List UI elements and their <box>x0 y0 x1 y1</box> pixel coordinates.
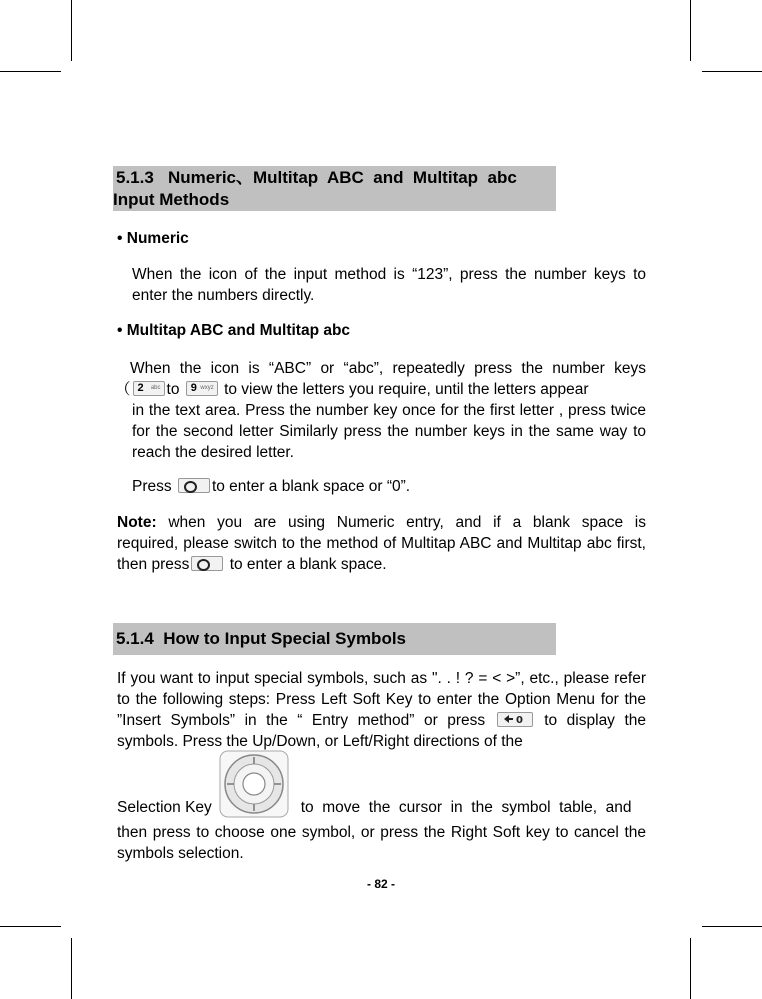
crop-mark <box>0 926 61 927</box>
multitap-heading <box>117 322 350 340</box>
multitap-body: in the text area. Press the number key once for the first letter , press twice for the second letter Similarly press the number keys in the same way to reach the desired letter. <box>132 402 646 461</box>
crop-mark <box>71 938 72 999</box>
crop-mark <box>690 938 691 999</box>
page-number: - 82 - <box>366 877 395 891</box>
zero-key-icon <box>178 478 210 493</box>
crop-mark <box>690 0 691 61</box>
note-label: Note: <box>117 514 157 531</box>
section-heading-5-1-3 <box>113 166 556 211</box>
crop-mark <box>702 926 762 927</box>
number-key-2-icon: 2 abc <box>133 381 165 396</box>
special-symbols-paragraph <box>117 668 646 752</box>
number-key-9-icon: 9 wxyz <box>186 381 218 396</box>
open-paren: （ <box>115 381 131 398</box>
navigation-key-icon <box>219 750 289 818</box>
press-zero-line <box>132 476 646 497</box>
note-text: when you are using Numeric entry, and if a blank space is required, please switch to the method of Multitap ABC and Multitap abc first, then press <box>117 514 651 573</box>
after-key-text: to move the cursor in the symbol table, and <box>296 799 632 816</box>
hash-key-icon <box>497 712 533 727</box>
to-word: to <box>166 381 180 398</box>
multitap-line-1: When the icon is “ABC” or “abc”, repeatedly press the number keys <box>130 360 646 377</box>
note-text-end: to enter a blank space. <box>225 556 387 573</box>
multitap-line-2-rest: to view the letters you require, until the letters appear <box>219 381 589 398</box>
section-heading-5-1-4: 5.1.4 How to Input Special Symbols <box>113 623 556 655</box>
selection-key-line <box>117 750 646 822</box>
bullet: • <box>117 322 123 339</box>
crop-mark <box>0 71 61 72</box>
heading-line-2: Input Methods <box>113 190 230 209</box>
press-word: Press <box>132 478 176 495</box>
numeric-title: Numeric <box>126 230 189 247</box>
svg-text:0: 0 <box>515 715 523 726</box>
multitap-line-2 <box>115 379 646 400</box>
numeric-heading <box>117 230 189 248</box>
para1-end: to display the symbols. Press the Up/Down, or Left/Right directions of the <box>117 712 647 750</box>
crop-mark <box>71 0 72 61</box>
multitap-title: Multitap ABC and Multitap abc <box>126 322 351 339</box>
press-rest: to enter a blank space or “0”. <box>211 478 411 495</box>
bullet: • <box>117 230 123 247</box>
note-paragraph <box>117 512 651 575</box>
para1-text: If you want to input special symbols, such as ". . ! ? = < >”, etc., please refer to the following steps: Press Left Soft Key to enter the Option Menu for the ”Insert Symbols” in the “ Entry method” or press <box>117 670 646 729</box>
crop-mark <box>702 71 762 72</box>
numeric-body: When the icon of the input method is “123”, press the number keys to enter the numbers directly. <box>132 266 646 304</box>
heading-line-1: 5.1.3 Numeric、Multitap ABC and Multitap abc <box>116 168 517 187</box>
selection-key-label: Selection Key <box>117 799 212 816</box>
zero-key-icon <box>191 556 223 571</box>
choose-symbol-paragraph: then press to choose one symbol, or press the Right Soft key to cancel the symbols selection. <box>117 824 646 862</box>
